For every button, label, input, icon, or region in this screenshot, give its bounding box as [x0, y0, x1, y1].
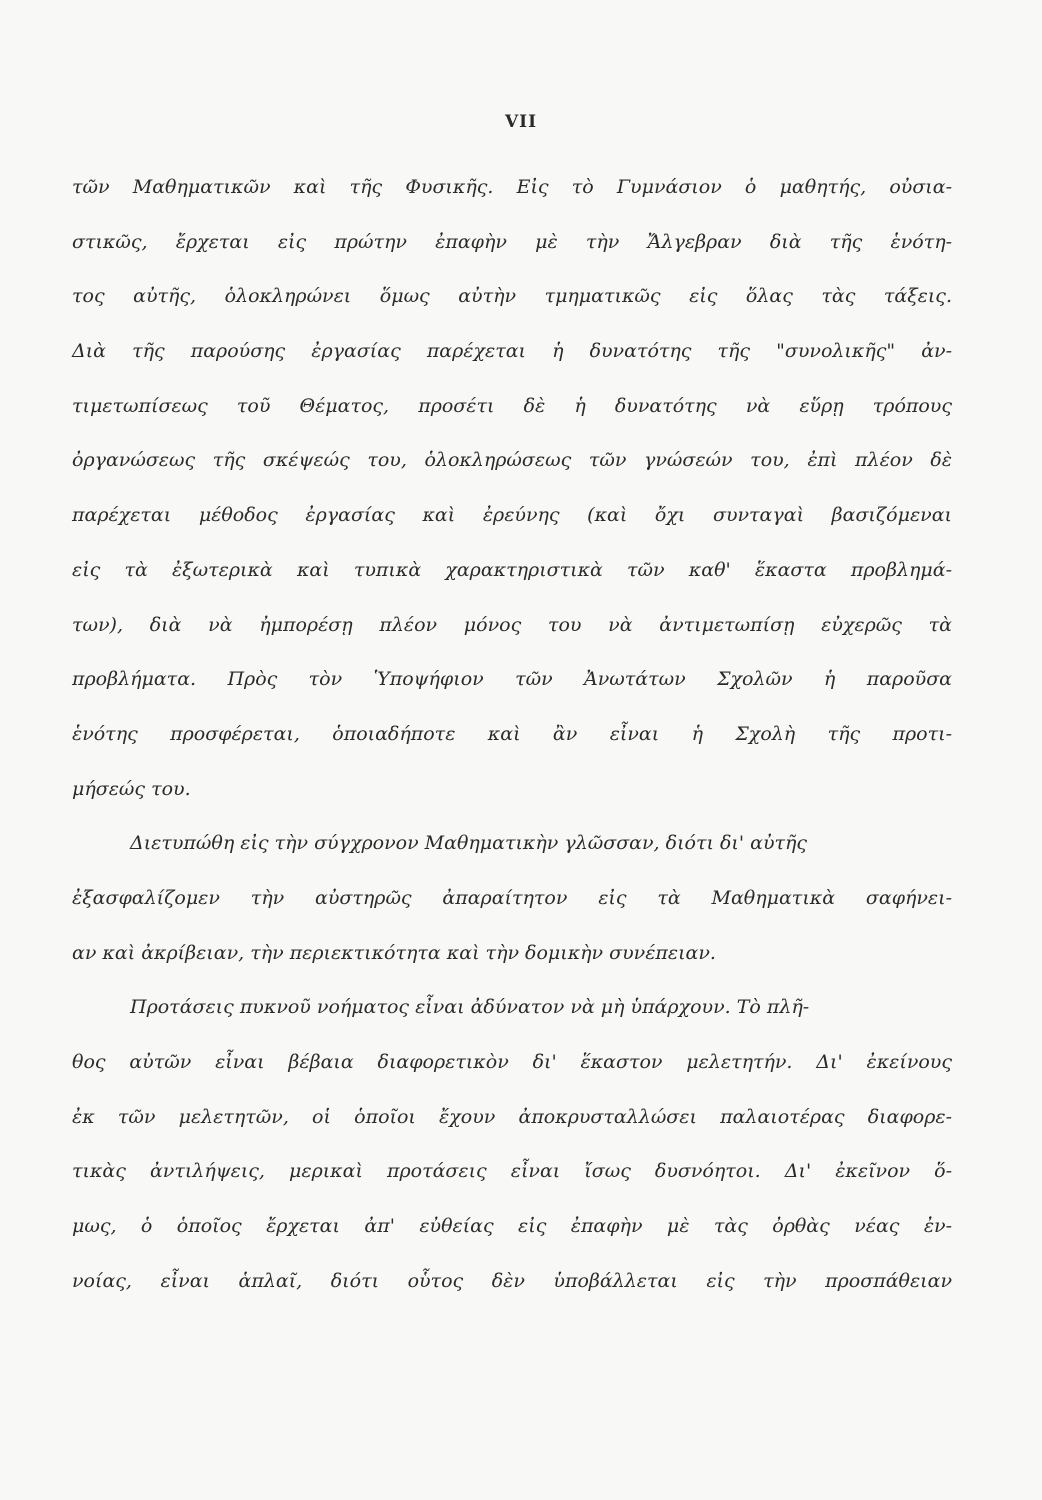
page-number: VII: [504, 112, 538, 132]
handwritten-text-block: [72, 160, 952, 1308]
text-line: ἑνότης προσφέρεται, ὁποιαδήποτε καὶ ἂν εἶναι ἡ Σχολὴ τῆς προτι-: [72, 722, 952, 745]
text-line: νοίας, εἶναι ἁπλαῖ, διότι οὗτος δὲν ὑποβάλλεται εἰς τὴν προσπάθειαν: [72, 1269, 952, 1292]
text-line: παρέχεται μέθοδος ἐργασίας καὶ ἐρεύνης (καὶ ὄχι συνταγαὶ βασιζόμεναι: [72, 504, 952, 527]
text-line: τικὰς ἀντιλήψεις, μερικαὶ προτάσεις εἶναι ἴσως δυσνόητοι. Δι' ἐκεῖνον ὅ-: [72, 1160, 952, 1183]
text-line: ἐκ τῶν μελετητῶν, οἱ ὁποῖοι ἔχουν ἀποκρυσταλλώσει παλαιοτέρας διαφορε-: [72, 1105, 952, 1128]
text-line: Προτάσεις πυκνοῦ νοήματος εἶναι ἀδύνατον νὰ μὴ ὑπάρχουν. Τὸ πλῆ-: [130, 996, 810, 1019]
text-line: προβλήματα. Πρὸς τὸν Ὑποψήφιον τῶν Ἀνωτάτων Σχολῶν ἡ παροῦσα: [72, 668, 952, 691]
text-line: τῶν Μαθηματικῶν καὶ τῆς Φυσικῆς. Εἰς τὸ Γυμνάσιον ὁ μαθητής, οὐσια-: [72, 176, 952, 198]
text-line: των), διὰ νὰ ἠμπορέσῃ πλέον μόνος του νὰ ἀντιμετωπίσῃ εὐχερῶς τὰ: [72, 613, 952, 636]
text-line: μήσεώς του.: [72, 777, 191, 800]
text-line: Διετυπώθη εἰς τὴν σύγχρονον Μαθηματικὴν γλῶσσαν, διότι δι' αὐτῆς: [130, 832, 808, 855]
text-line: εἰς τὰ ἐξωτερικὰ καὶ τυπικὰ χαρακτηριστικὰ τῶν καθ' ἕκαστα προβλημά-: [72, 558, 952, 581]
text-line: ἐξασφαλίζομεν τὴν αὐστηρῶς ἀπαραίτητον εἰς τὰ Μαθηματικὰ σαφήνει-: [72, 886, 952, 909]
text-line: τιμετωπίσεως τοῦ Θέματος, προσέτι δὲ ἡ δυνατότης νὰ εὕρῃ τρόπους: [72, 394, 952, 417]
text-line: θος αὐτῶν εἶναι βέβαια διαφορετικὸν δι' ἕκαστον μελετητήν. Δι' ἐκείνους: [72, 1051, 952, 1073]
text-line: μως, ὁ ὁποῖος ἔρχεται ἀπ' εὐθείας εἰς ἐπαφὴν μὲ τὰς ὀρθὰς νέας ἐν-: [72, 1215, 952, 1238]
text-line: τος αὐτῆς, ὁλοκληρώνει ὅμως αὐτὴν τμηματικῶς εἰς ὅλας τὰς τάξεις.: [72, 285, 952, 308]
text-line: αν καὶ ἀκρίβειαν, τὴν περιεκτικότητα καὶ τὴν δομικὴν συνέπειαν.: [72, 941, 716, 964]
text-line: στικῶς, ἔρχεται εἰς πρώτην ἐπαφὴν μὲ τὴν Ἄλγεβραν διὰ τῆς ἑνότη-: [72, 230, 952, 253]
text-line: ὀργανώσεως τῆς σκέψεώς του, ὁλοκληρώσεως τῶν γνώσεών του, ἐπὶ πλέον δὲ: [72, 449, 952, 472]
text-line: Διὰ τῆς παρούσης ἐργασίας παρέχεται ἡ δυνατότης τῆς "συνολικῆς" ἀν-: [72, 340, 952, 363]
